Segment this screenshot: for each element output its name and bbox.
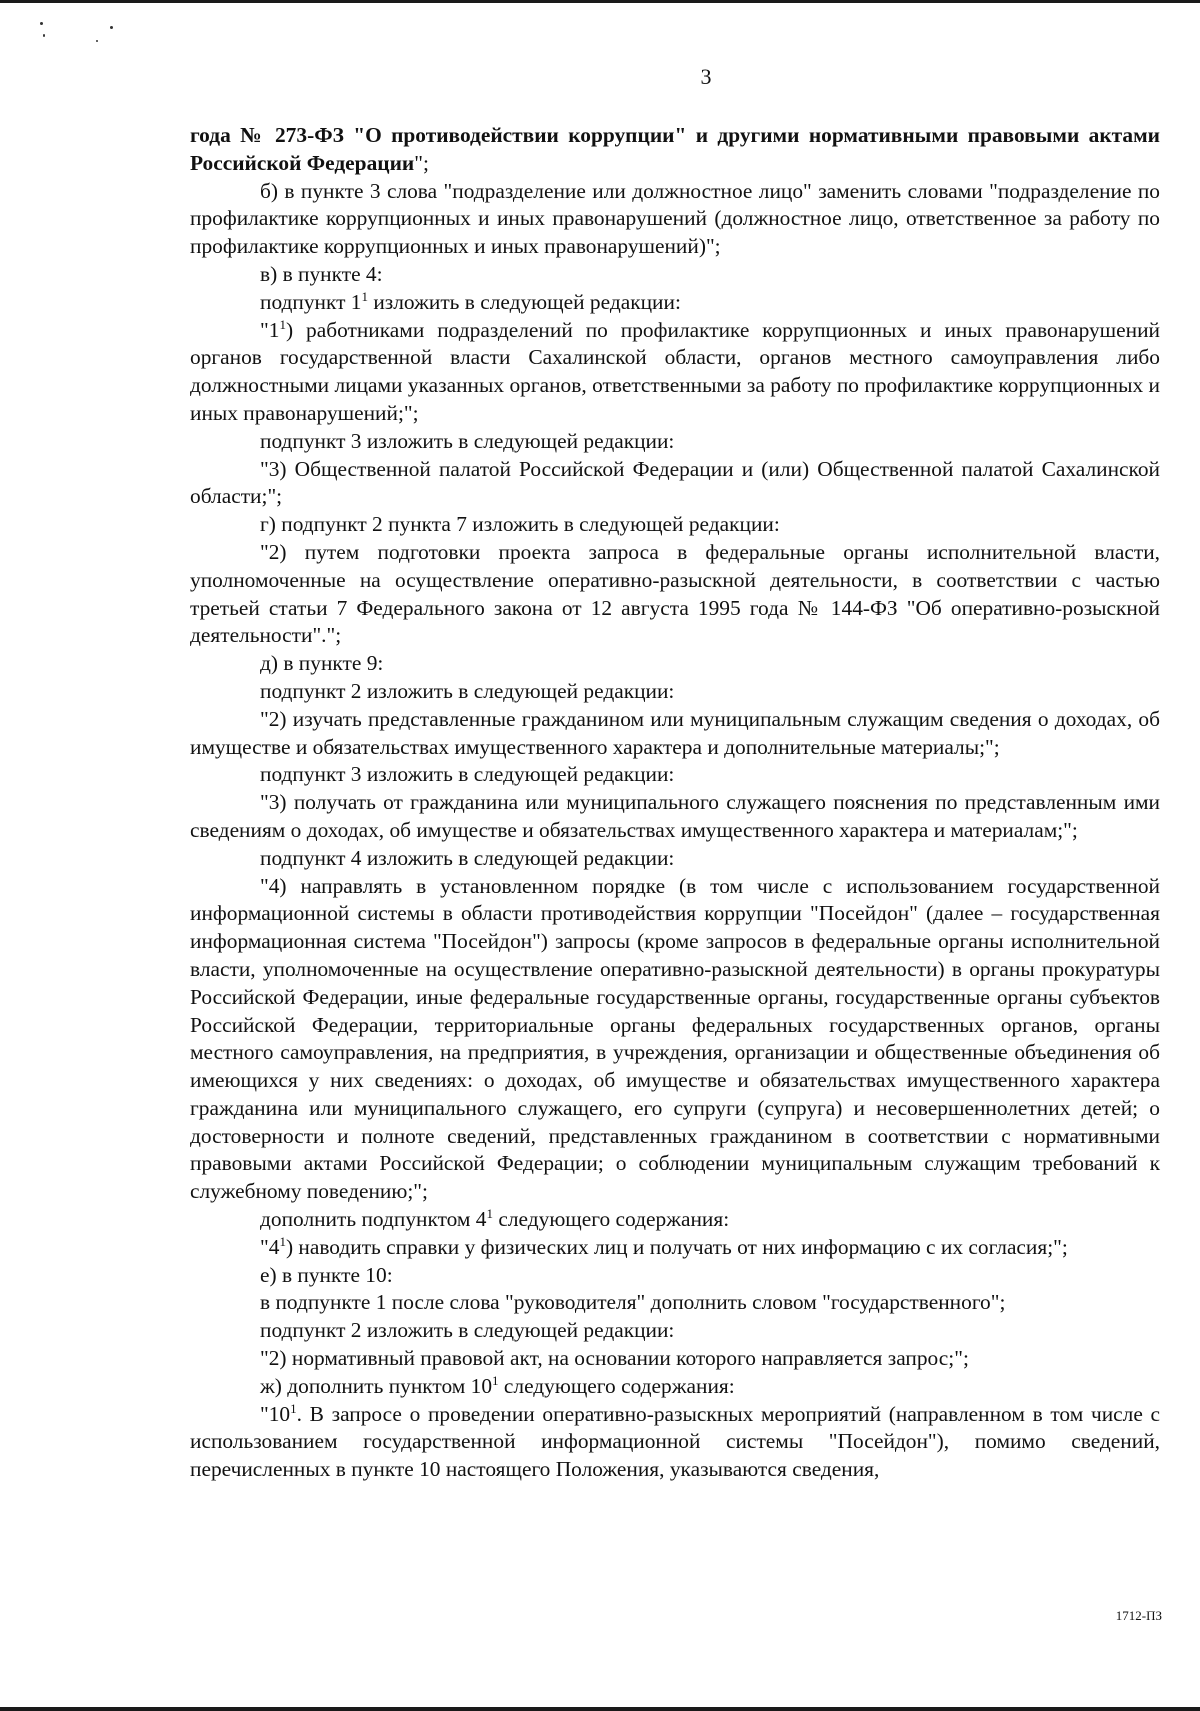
document-code: 1712-ПЗ bbox=[1115, 1608, 1162, 1623]
scan-speck bbox=[43, 34, 45, 37]
paragraph-text: подпункт 2 изложить в следующей редакции: bbox=[260, 1318, 675, 1343]
superscript: 1 bbox=[361, 288, 369, 304]
paragraph bbox=[190, 1373, 1160, 1401]
document-body bbox=[190, 122, 1160, 1484]
paragraph-text: ) наводить справки у физических лиц и получать от них информацию с их согласия;"; bbox=[285, 1234, 1068, 1259]
paragraph-text: д) в пункте 9: bbox=[260, 651, 384, 676]
paragraph bbox=[190, 428, 1160, 456]
paragraph bbox=[190, 845, 1160, 873]
paragraph-text: . В запросе о проведении оперативно-разыскных мероприятий (направленном в том числе с использованием государственной информационной системы "Посейдон"), помимо сведений, перечисленных в пункте 10 настоящего Положения, указываются сведения, bbox=[190, 1401, 1160, 1482]
paragraph bbox=[190, 761, 1160, 789]
paragraph-text: г) подпункт 2 пункта 7 изложить в следующей редакции: bbox=[260, 512, 780, 537]
paragraph-text: "2) нормативный правовой акт, на основании которого направляется запрос;"; bbox=[260, 1346, 969, 1371]
paragraph-text: следующего содержания: bbox=[498, 1373, 735, 1398]
paragraph-text: б) в пункте 3 слова "подразделение или должностное лицо" заменить словами "подразделение по профилактике коррупционных и иных правонарушений (должностное лицо, ответственное за работу по профилактике коррупционных и иных правонарушений)"; bbox=[190, 178, 1160, 259]
paragraph bbox=[190, 178, 1160, 261]
paragraph-text: дополнить подпунктом 4 bbox=[260, 1207, 487, 1232]
paragraph bbox=[190, 706, 1160, 762]
paragraph bbox=[190, 539, 1160, 650]
paragraph bbox=[190, 678, 1160, 706]
paragraph-text: "1 bbox=[260, 317, 280, 342]
paragraph-text: "10 bbox=[260, 1401, 291, 1426]
superscript: 1 bbox=[279, 1233, 286, 1249]
paragraph-text: ) работниками подразделений по профилактике коррупционных и иных правонарушений органов государственной власти Сахалинской области, органов местного самоуправления либо должностными лицами указанных органов, ответственными за работу по профилактике коррупционных и иных правонарушений;"; bbox=[190, 317, 1160, 425]
paragraph-text: подпункт 3 изложить в следующей редакции: bbox=[260, 762, 675, 787]
scan-bottom-edge bbox=[0, 1707, 1200, 1711]
page-number: 3 bbox=[700, 64, 712, 89]
superscript: 1 bbox=[492, 1372, 499, 1388]
paragraph-text: "4 bbox=[260, 1234, 280, 1259]
paragraph bbox=[190, 1317, 1160, 1345]
paragraph bbox=[190, 1262, 1160, 1290]
paragraph bbox=[190, 289, 1160, 317]
paragraph bbox=[190, 650, 1160, 678]
paragraph-text: е) в пункте 10: bbox=[260, 1262, 393, 1287]
paragraph bbox=[190, 261, 1160, 289]
paragraph-text: подпункт 1 bbox=[260, 289, 362, 314]
paragraph bbox=[190, 511, 1160, 539]
paragraph bbox=[190, 1289, 1160, 1317]
paragraph-text: "3) Общественной палатой Российской Федерации и (или) Общественной палатой Сахалинской области;"; bbox=[190, 456, 1160, 509]
paragraph-text: подпункт 2 изложить в следующей редакции: bbox=[260, 678, 675, 703]
paragraph bbox=[190, 456, 1160, 512]
paragraph-text: подпункт 3 изложить в следующей редакции: bbox=[260, 428, 675, 453]
paragraph-text: "4) направлять в установленном порядке (в том числе с использованием государственной информационной системы в области противодействия коррупции "Посейдон" (далее – государственная информационная система "Посейдон") запросы (кроме запросов в федеральные органы исполнительной власти, уполномоченные на осуществление оперативно-разыскной деятельности) в органы прокуратуры Российской Федерации, иные федеральные государственные органы, государственные органы субъектов Российской Федерации, территориальные органы федеральных государственных органов, органы местного самоуправления, на предприятия, в учреждения, организации и общественные объединения об имеющихся у них сведениях: о доходах, об имуществе и обязательствах имущественного характера гражданина или муниципального служащего, его супруги (супруга) и несовершеннолетних детей; о достоверности и полноте сведений, представленных гражданином в соответствии с нормативными правовыми актами Российской Федерации; о соблюдении муниципальным служащим требований к служебному поведению;"; bbox=[190, 873, 1160, 1204]
paragraph-text: в подпункте 1 после слова "руководителя" дополнить словом "государственного"; bbox=[260, 1290, 1006, 1315]
paragraph bbox=[190, 1206, 1160, 1234]
scan-speck bbox=[40, 22, 43, 25]
paragraph bbox=[190, 1234, 1160, 1262]
paragraph bbox=[190, 317, 1160, 428]
superscript: 1 bbox=[486, 1206, 494, 1222]
paragraph-text: "2) изучать представленные гражданином или муниципальным служащим сведения о доходах, об имуществе и обязательствах имущественного характера и дополнительные материалы;"; bbox=[190, 706, 1160, 759]
scan-top-edge bbox=[0, 0, 1200, 3]
paragraph-text: "3) получать от гражданина или муниципального служащего пояснения по представленным ими сведениям о доходах, об имуществе и обязательствах имущественного характера и материалам;"; bbox=[190, 790, 1160, 842]
paragraph-text: подпункт 4 изложить в следующей редакции: bbox=[260, 845, 675, 870]
paragraph bbox=[190, 1345, 1160, 1373]
paragraph bbox=[190, 122, 1160, 178]
paragraph bbox=[190, 789, 1160, 845]
paragraph bbox=[190, 873, 1160, 1207]
paragraph-text: года № 273-ФЗ "О противодействии коррупции" и другими нормативными правовыми актами Российской Федерации bbox=[190, 123, 1160, 175]
superscript: 1 bbox=[279, 316, 286, 332]
superscript: 1 bbox=[290, 1400, 297, 1416]
paragraph-text: изложить в следующей редакции: bbox=[368, 289, 681, 314]
paragraph-text: "2) путем подготовки проекта запроса в федеральные органы исполнительной власти, уполномоченные на осуществление оперативно-разыскной деятельности, в соответствии с частью третьей статьи 7 Федерального закона от 12 августа 1995 года № 144-ФЗ "Об оперативно-розыскной деятельности"."; bbox=[190, 539, 1160, 648]
scan-speck bbox=[110, 26, 113, 29]
paragraph bbox=[190, 1401, 1160, 1484]
scan-speck bbox=[96, 40, 98, 42]
paragraph-text: ж) дополнить пунктом 10 bbox=[260, 1373, 493, 1398]
paragraph-text: в) в пункте 4: bbox=[260, 261, 383, 286]
paragraph-text: следующего содержания: bbox=[493, 1207, 730, 1232]
paragraph-text: "; bbox=[414, 150, 429, 175]
